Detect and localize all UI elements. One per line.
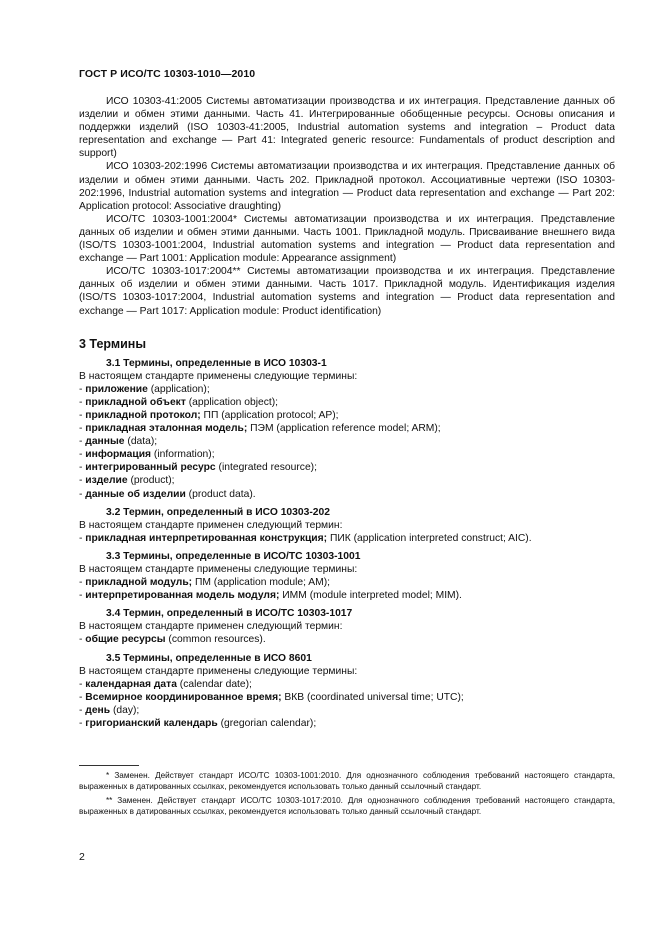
term-item: - календарная дата (calendar date); — [79, 678, 252, 690]
subsection-title: 3.2 Термин, определенный в ИСО 10303-202 — [106, 506, 330, 518]
term-detail: (day); — [110, 704, 140, 716]
term-name: григорианский календарь — [85, 718, 218, 730]
term-item: - Всемирное координированное время; ВКВ (coordinated universal time; UTC); — [79, 691, 464, 703]
reference-entry: ИСО/ТС 10303-1001:2004* Системы автоматизации производства и их интеграция. Представление данных об изделии и обмен этими данными. Часть 1001. Прикладной модуль. Присваивание внешнего вида (ISO/TS 10303-1001:2004, Industrial automation systems and integration — Product data representation and exchange — Part 1001: Application module: Appearance assignment) — [79, 213, 615, 265]
term-detail: (application); — [147, 383, 210, 395]
term-name: прикладной модуль; — [85, 577, 193, 589]
term-name: общие ресурсы — [85, 634, 166, 646]
subsection-intro: В настоящем стандарте применен следующий термин: — [79, 519, 343, 531]
term-detail: ПЭМ (application reference model; ARM); — [247, 423, 441, 435]
term-item: - прикладная эталонная модель; ПЭМ (application reference model; ARM); — [79, 423, 441, 435]
term-name: информация — [85, 449, 152, 461]
term-name: интерпретированная модель модуля; — [85, 590, 280, 602]
section-title: 3 Термины — [79, 336, 147, 351]
page-content — [79, 95, 615, 730]
page-number: 2 — [79, 851, 85, 863]
term-detail: (product data). — [185, 488, 256, 500]
term-name: прикладная эталонная модель; — [85, 423, 248, 435]
footnote: ** Заменен. Действует стандарт ИСО/ТС 10303-1017:2010. Для однозначного соблюдения требований настоящего стандарта, выраженных в датированных ссылках, рекомендуется использовать только данный ссылочный стандарт. — [79, 795, 615, 816]
reference-entry: ИСО 10303-202:1996 Системы автоматизации производства и их интеграция. Представление данных об изделии и обмен этими данными. Часть 202. Прикладной протокол. Ассоциативные чертежи (ISO 10303-202:1996, Industrial automation systems and integration — Product data representation and exchange — Part 202: Application protocol: Associative draughting) — [79, 161, 615, 212]
subsection-title: 3.3 Термины, определенные в ИСО/ТС 10303-1001 — [106, 550, 361, 562]
term-item: - прикладной протокол; ПП (application protocol; AP); — [79, 409, 339, 421]
term-item: - общие ресурсы (common resources). — [79, 634, 266, 646]
term-item: - приложение (application); — [79, 383, 210, 395]
subsection-title: 3.4 Термин, определенный в ИСО/ТС 10303-1017 — [106, 608, 353, 620]
term-item: - прикладной объект (application object); — [79, 396, 279, 408]
term-item: - информация (information); — [79, 449, 215, 461]
subsection-intro: В настоящем стандарте применены следующие термины: — [79, 564, 358, 575]
term-name: изделие — [85, 475, 128, 487]
term-name: прикладной протокол; — [85, 409, 201, 421]
term-detail: (calendar date); — [176, 678, 252, 690]
footnote-divider — [79, 765, 139, 766]
subsection-title: 3.1 Термины, определенные в ИСО 10303-1 — [106, 357, 327, 369]
term-name: данные — [85, 436, 125, 448]
term-detail: ПП (application protocol; AP); — [200, 409, 339, 421]
term-item: - данные об изделии (product data). — [79, 488, 256, 500]
term-item: - прикладная интерпретированная конструкция; ПИК (application interpreted construct; AIC). — [79, 532, 532, 544]
term-name: Всемирное координированное время; — [85, 691, 282, 703]
term-detail: (data); — [124, 436, 158, 448]
term-item: - интегрированный ресурс (integrated resource); — [79, 462, 317, 474]
term-name: данные об изделии — [85, 488, 186, 500]
term-detail: ПМ (application module; AM); — [192, 577, 330, 589]
term-item: - день (day); — [79, 704, 140, 716]
footnote: * Заменен. Действует стандарт ИСО/ТС 10303-1001:2010. Для однозначного соблюдения требований настоящего стандарта, выраженных в датированных ссылках, рекомендуется использовать только данный ссылочный стандарт. — [79, 771, 615, 792]
footnotes — [79, 770, 615, 819]
term-detail: (application object); — [185, 396, 279, 408]
term-name: интегрированный ресурс — [85, 462, 216, 474]
subsection-intro: В настоящем стандарте применены следующие термины: — [79, 665, 358, 677]
subsection-title: 3.5 Термины, определенные в ИСО 8601 — [106, 652, 312, 664]
term-item: - данные (data); — [79, 436, 158, 448]
reference-entry: ИСО 10303-41:2005 Системы автоматизации производства и их интеграция. Представление данных об изделии и обмен этими данными. Часть 41. Интегрированные обобщенные ресурсы. Основы описания и поддержки изделий (ISO 10303-41:2005, Industrial automation systems and integration – Product data representation and exchange — Part 41: Integrated generic resource: Fundamentals of product description and support) — [79, 96, 615, 160]
term-name: приложение — [85, 383, 148, 395]
term-name: прикладной объект — [85, 396, 186, 408]
subsection-intro: В настоящем стандарте применены следующие термины: — [79, 370, 358, 382]
subsection-intro: В настоящем стандарте применен следующий термин: — [79, 621, 343, 633]
term-detail: (integrated resource); — [215, 462, 317, 474]
term-detail: (common resources). — [165, 634, 266, 646]
term-detail: (gregorian calendar); — [217, 718, 317, 730]
term-detail: ИММ (module interpreted model; MIM). — [279, 590, 462, 602]
term-item: - прикладной модуль; ПМ (application module; AM); — [79, 577, 330, 589]
term-detail: ПИК (application interpreted construct; AIC). — [327, 532, 532, 544]
term-item: - григорианский календарь (gregorian calendar); — [79, 718, 317, 730]
term-item: - изделие (product); — [79, 475, 175, 487]
term-detail: ВКВ (coordinated universal time; UTC); — [281, 691, 464, 703]
term-name: день — [85, 704, 111, 716]
term-detail: (information); — [151, 449, 215, 461]
term-detail: (product); — [127, 475, 175, 487]
term-name: прикладная интерпретированная конструкция; — [85, 532, 328, 544]
reference-entry: ИСО/ТС 10303-1017:2004** Системы автоматизации производства и их интеграция. Представление данных об изделии и обмен этими данными. Часть 1017. Прикладной модуль. Идентификация изделия (ISO/TS 10303-1017:2004, Industrial automation systems and integration — Product data representation and exchange — Part 1017: Application module: Product identification) — [79, 266, 615, 317]
term-item: - интерпретированная модель модуля; ИММ (module interpreted model; MIM). — [79, 590, 462, 602]
page-header: ГОСТ Р ИСО/ТС 10303-1010—2010 — [79, 68, 256, 80]
term-name: календарная дата — [85, 678, 177, 690]
